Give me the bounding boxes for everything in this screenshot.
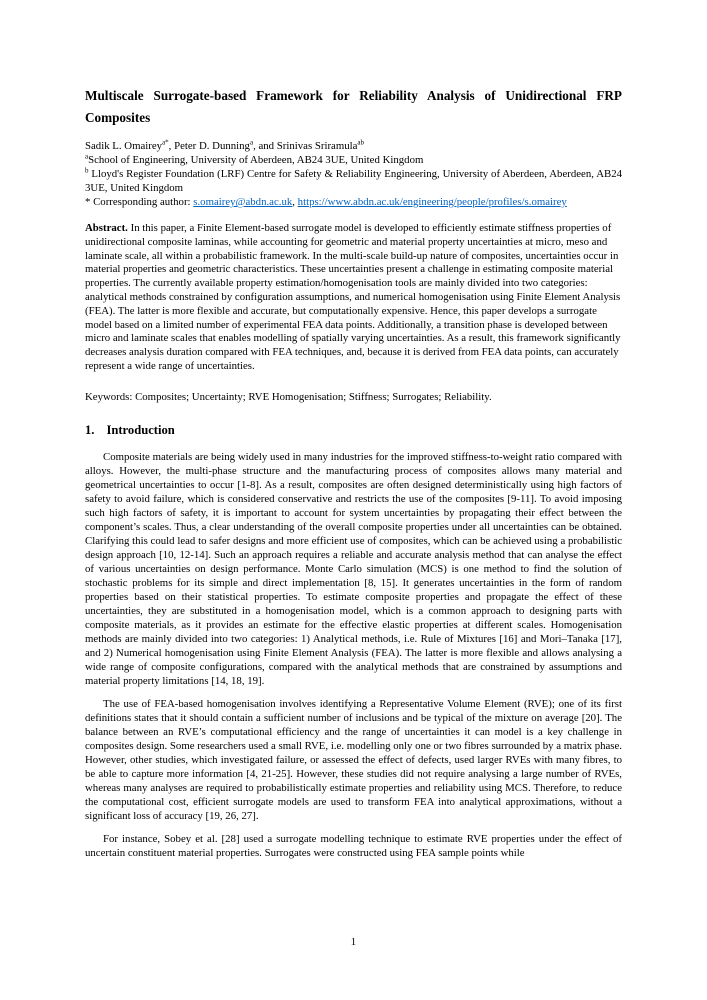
author-2: Peter D. Dunning [174,140,250,152]
abstract-text: In this paper, a Finite Element-based surrogate model is developed to efficiently estimate stiffness properties of unidirectional composite laminas, while accounting for geometric and material property uncertainties at micro, meso and laminate scale, all within a probabilistic framework. In the multi-scale build-up nature of composites, uncertainties occur in material properties and geometric characteristics. These uncertainties present a challenge in estimating composite material properties. The currently available property estimation/homogenisation tools are mainly divided into two categories: analytical methods constrained by configuration assumptions, and numerical homogenisation using Finite Element Analysis (FEA). The latter is more flexible and accurate, but computationally expensive. Hence, this paper develops a surrogate model based on a limited number of experimental FEA data points. Additionally, a transition phase is developed between micro and laminate scales that enables modelling of spatially varying uncertainties. As a result, this framework significantly decreases analysis duration compared with FEA techniques, and, because it is derived from FEA data points, can accurately represent a wide range of uncertainties. [85,222,621,372]
author-1: Sadik L. Omairey [85,140,163,152]
affiliation-a-superscript: a [85,152,89,161]
paragraph-1: Composite materials are being widely used in many industries for the improved stiffness-to-weight ratio compared with alloys. However, the multi-phase structure and the manufacturing process of composites allows many material and geometrical uncertainties to occur [1-8]. As a result, composites are often designed deterministically using high factors of safety to avoid failure, which is considered conservative and restricts the use of the composites [9-11]. To avoid imposing such high factors of safety, it is important to account for system uncertainties by propagating their effect between the component’s scales. Thus, a clear understanding of the overall composite properties under all uncertainties can be obtained. Clarifying this could lead to safer designs and more efficient use of composites, which can be achieved using a probabilistic design approach [10, 12-14]. Such an approach requires a reliable and accurate analysis method that can analyse the effect of various uncertainties on design performance. Monte Carlo simulation (MCS) is one method to find the solution of stochastic problems for its simple and direct implementation [8, 15]. It generates uncertainties in the form of random properties based on their statistical properties. To estimate composite properties and propagate the effect of these uncertainties, they are substituted in a homogenisation model, which is a common approach to designing parts with composite materials, as it provides an estimate for the effective elastic properties at different scales. Homogenisation methods are mainly divided into two categories: 1) Analytical methods, i.e. Rule of Mixtures [16] and Mori–Tanaka [17], and 2) Numerical homogenisation using Finite Element Analysis (FEA). The latter is more flexible and allows analysing a wide range of composite configurations, compared with the analytical methods that are constrained by assumptions and material property limitations [14, 18, 19]. [85,450,622,687]
author-3-superscript: ab [357,138,365,147]
affiliation-a-text: School of Engineering, University of Aberdeen, AB24 3UE, United Kingdom [88,154,424,166]
abstract-label: Abstract. [85,222,128,234]
section-heading-introduction [85,422,622,438]
corresponding-separator: , [292,196,298,208]
abstract [85,222,622,374]
author-line [85,139,622,153]
page-number: 1 [350,936,357,948]
author-separator: , and [253,140,277,152]
author-3: Srinivas Sriramula [276,140,358,152]
corresponding-author-label: * Corresponding author: [85,196,194,208]
paragraph-2: The use of FEA-based homogenisation involves identifying a Representative Volume Element (RVE); one of its first definitions states that it should contain a sufficient number of inclusions and be typical of the mixture on average [20]. The balance between an RVE’s computational efficiency and the range of uncertainties it can model is a key challenge in composites design. Some researchers used a small RVE, i.e. modelling only one or two fibres surrounded by a matrix phase. However, other studies, which investigated failure, or assessed the effect of defects, used larger RVEs with many fibres, to be able to capture more information [4, 21-25]. However, these studies did not require analysing a large number of RVEs, whereas many analyses are required to probabilistically estimate properties and reliability using MCS. Therefore, to reduce the computational cost, efficient surrogate models are used to transform FEA into analytical approximations, without a significant loss of accuracy [19, 26, 27]. [85,697,622,822]
author-1-superscript: a* [162,138,169,147]
keywords-line: Keywords: Composites; Uncertainty; RVE Homogenisation; Stiffness; Surrogates; Reliability. [85,390,492,403]
profile-url-link[interactable]: https://www.abdn.ac.uk/engineering/people/profiles/s.omairey [297,196,567,208]
author-2-superscript: a [249,138,254,147]
affiliation-b [85,167,622,195]
corresponding-author-line [85,195,622,209]
email-link[interactable]: s.omairey@abdn.ac.uk [193,196,293,208]
author-separator: , [168,140,175,152]
affiliation-b-superscript: b [85,166,89,175]
section-number: 1. [85,422,95,437]
paper-title: Multiscale Surrogate-based Framework for Reliability Analysis of Unidirectional FRP Composites [85,88,622,125]
affiliation-a [85,153,622,167]
paragraph-3: For instance, Sobey et al. [28] used a surrogate modelling technique to estimate RVE properties under the effect of uncertain constituent material properties. Surrogates were constructed using FEA sample points while [85,832,622,859]
affiliation-b-text: Lloyd's Register Foundation (LRF) Centre for Safety & Reliability Engineering, University of Aberdeen, Aberdeen, AB24 3UE, United Kingdom [85,168,622,194]
section-title: Introduction [106,422,175,437]
